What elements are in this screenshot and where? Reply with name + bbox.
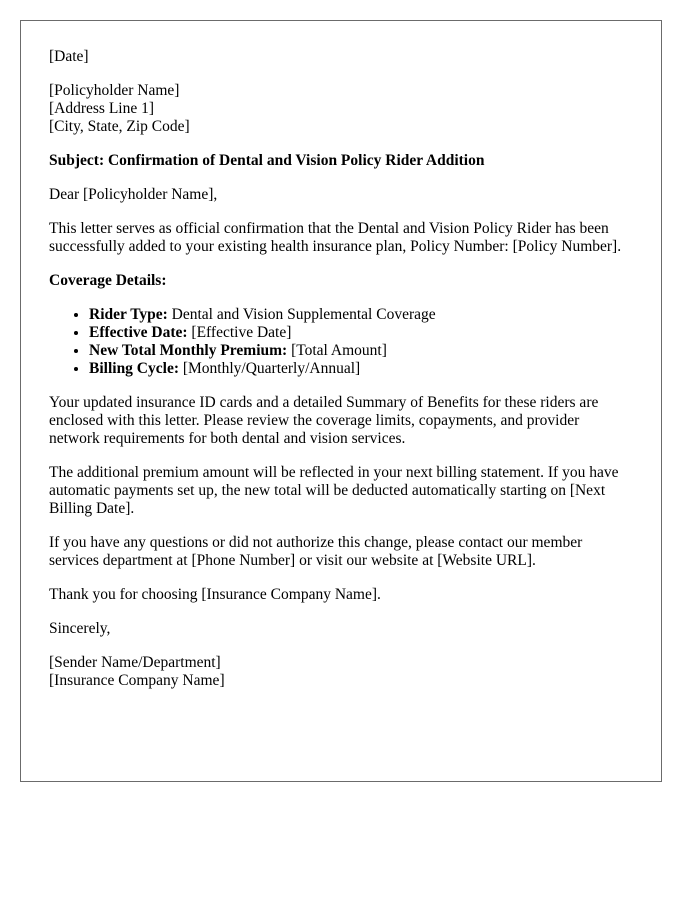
recipient-address-line1: [Address Line 1] <box>49 100 155 117</box>
salutation: Dear [Policyholder Name], <box>49 186 218 203</box>
coverage-item-label: Rider Type: <box>89 306 168 323</box>
letter-date: [Date] <box>49 48 89 65</box>
letter-subject: Subject: Confirmation of Dental and Vision Policy Rider Addition <box>49 152 485 169</box>
coverage-item-value: Dental and Vision Supplemental Coverage <box>167 306 436 323</box>
coverage-item-value: [Total Amount] <box>287 342 387 359</box>
signature-block <box>49 654 633 690</box>
id-cards-paragraph: Your updated insurance ID cards and a detailed Summary of Benefits for these riders are enclosed with this letter. Please review the coverage limits, copayments, and provider network requirements for both dental and vision services. <box>49 394 599 447</box>
coverage-item-label: Effective Date: <box>89 324 188 341</box>
recipient-name: [Policyholder Name] <box>49 82 180 99</box>
coverage-heading: Coverage Details: <box>49 272 167 289</box>
coverage-item-rider-type <box>89 306 633 324</box>
coverage-item-billing-cycle <box>89 360 633 378</box>
premium-paragraph: The additional premium amount will be reflected in your next billing statement. If you have automatic payments set up, the new total will be deducted automatically starting on [Next Billing Date]. <box>49 464 619 517</box>
coverage-details-list <box>49 306 633 378</box>
coverage-item-label: Billing Cycle: <box>89 360 179 377</box>
coverage-item-monthly-premium <box>89 342 633 360</box>
thanks-paragraph: Thank you for choosing [Insurance Company Name]. <box>49 586 381 603</box>
coverage-item-label: New Total Monthly Premium: <box>89 342 288 359</box>
coverage-item-effective-date <box>89 324 633 342</box>
recipient-city-state-zip: [City, State, Zip Code] <box>49 118 190 135</box>
letter-page <box>20 20 662 782</box>
sender-name: [Sender Name/Department] <box>49 654 221 671</box>
coverage-item-value: [Effective Date] <box>187 324 292 341</box>
recipient-address-block <box>49 82 633 136</box>
intro-paragraph: This letter serves as official confirmation that the Dental and Vision Policy Rider has been successfully added to your existing health insurance plan, Policy Number: [Policy Number]. <box>49 220 622 255</box>
closing: Sincerely, <box>49 620 111 637</box>
sender-company: [Insurance Company Name] <box>49 672 225 689</box>
coverage-item-value: [Monthly/Quarterly/Annual] <box>178 360 361 377</box>
questions-paragraph: If you have any questions or did not authorize this change, please contact our member services department at [Phone Number] or visit our website at [Website URL]. <box>49 534 583 569</box>
